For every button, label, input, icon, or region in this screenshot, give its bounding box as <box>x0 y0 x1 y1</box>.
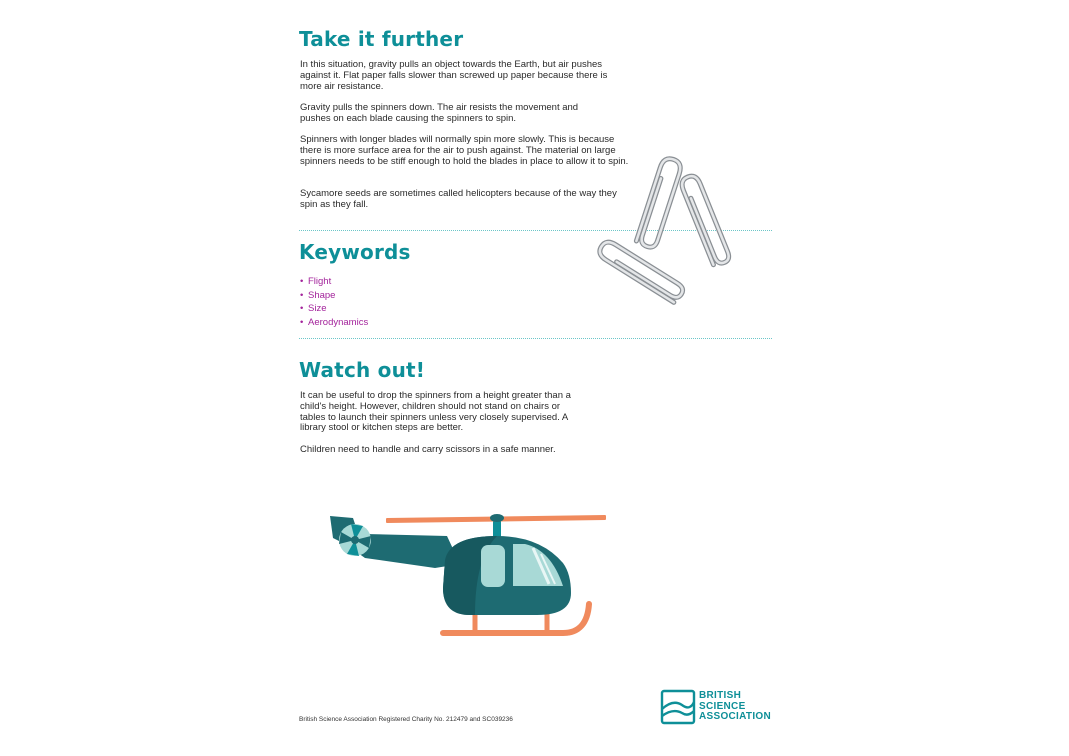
paper-clip-1 <box>636 156 683 249</box>
bsa-logo-wordmark <box>699 691 771 723</box>
keyword-label: Aerodynamics <box>308 316 369 328</box>
section-divider-2 <box>299 338 772 339</box>
keyword-label: Flight <box>308 276 332 287</box>
watch-out-paragraph-1: It can be useful to drop the spinners from a height greater than a child's height. However, children should not stand on chairs or tables to launch their spinners unless very closely supervised. A library stool or kitchen steps are better. <box>300 390 571 434</box>
take-it-further-paragraph-4: Sycamore seeds are sometimes called helicopters because of the way they spin as they fall. <box>300 188 617 210</box>
keyword-label: Size <box>308 303 327 315</box>
keyword-label: Shape <box>308 289 336 301</box>
paper-clip-2 <box>679 174 731 267</box>
watch-out-paragraph-2: Children need to handle and carry scissors in a safe manner. <box>300 444 556 455</box>
keyword-item: • Shape <box>300 289 336 301</box>
keyword-item: • Size <box>300 303 327 315</box>
keyword-item: • Aerodynamics <box>300 316 369 328</box>
charity-footer-text: British Science Association Registered Charity No. 212479 and SC039236 <box>299 716 513 723</box>
keywords-heading: Keywords <box>299 240 411 264</box>
keywords-list <box>300 275 368 329</box>
paper-clip-3 <box>597 239 685 304</box>
take-it-further-heading: Take it further <box>299 27 464 51</box>
bsa-logo-line: ASSOCIATION <box>699 711 772 722</box>
helicopter-illustration <box>325 508 615 643</box>
keyword-item: • Flight <box>300 276 332 287</box>
take-it-further-paragraph-2: Gravity pulls the spinners down. The air resists the movement and pushes on each blade causing the spinners to spin. <box>300 102 579 124</box>
helicopter-tail-rotor <box>339 524 371 556</box>
take-it-further-paragraph-3: Spinners with longer blades will normally spin more slowly. This is because there is more surface area for the air to push against. The material on large spinners needs to be stiff enough to hold the blades in place to allow it to spin. <box>300 134 629 167</box>
bsa-logo-line: BRITISH <box>699 690 742 701</box>
helicopter-side-window <box>481 545 505 587</box>
bsa-logo-icon <box>660 689 696 725</box>
bsa-logo-line: SCIENCE <box>699 700 746 712</box>
watch-out-heading: Watch out! <box>299 358 426 382</box>
take-it-further-paragraph-1: In this situation, gravity pulls an object towards the Earth, but air pushes against it. Flat paper falls slower than screwed up paper because there is more air resistance. <box>300 59 608 92</box>
helicopter-main-rotor <box>387 514 605 537</box>
paper-clips-illustration <box>596 150 736 310</box>
